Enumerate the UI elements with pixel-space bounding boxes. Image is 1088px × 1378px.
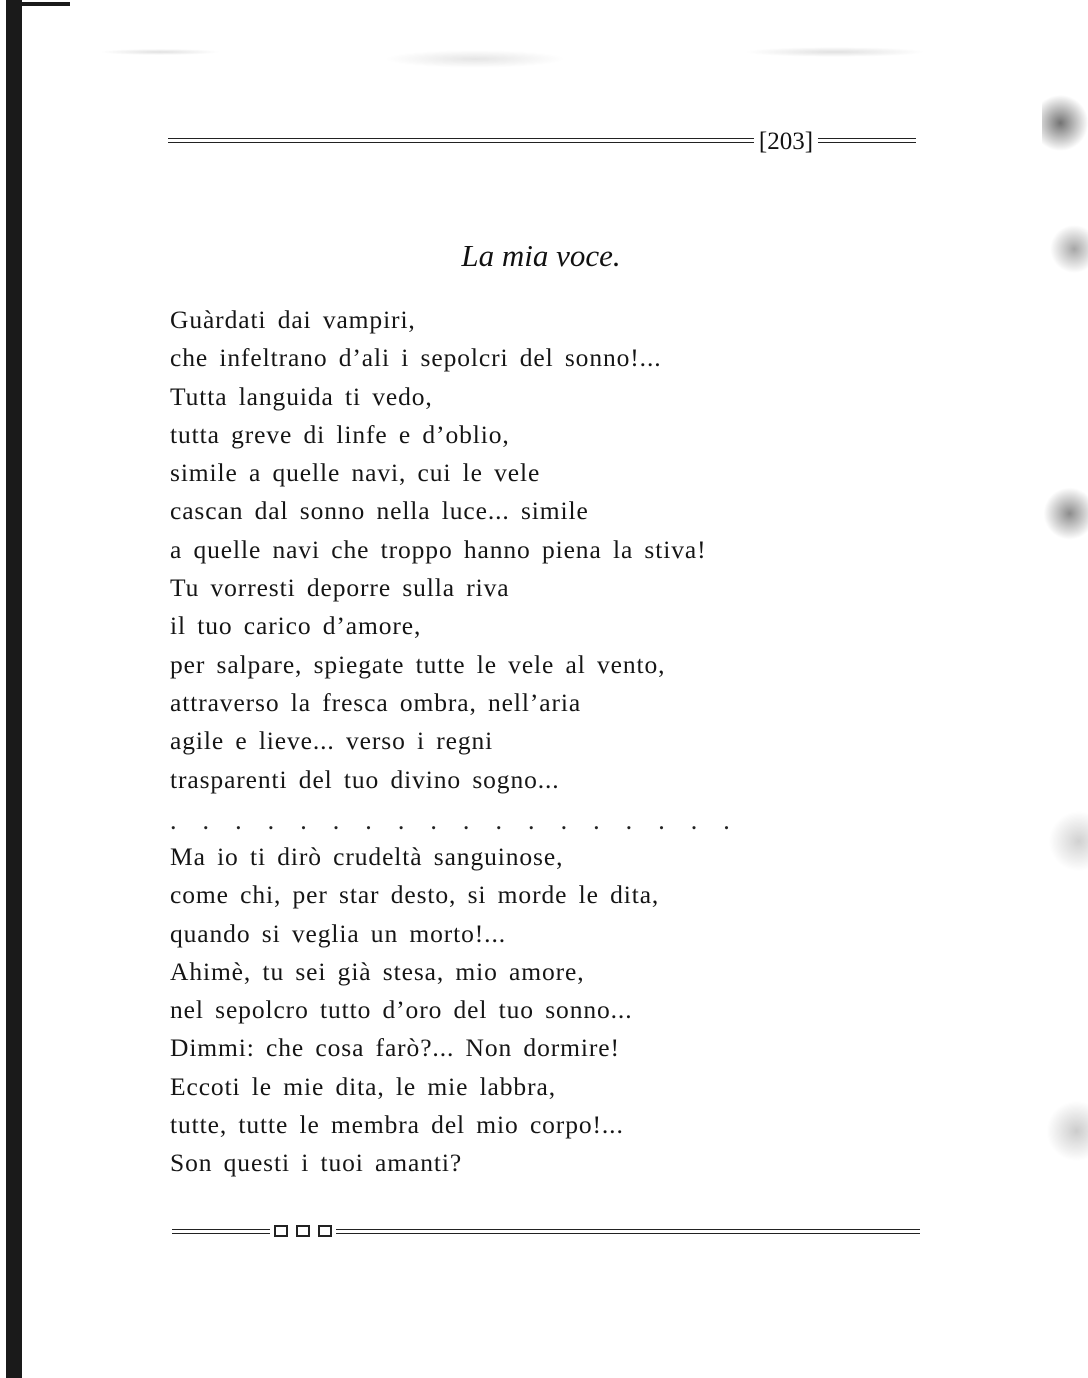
ornament-square-icon — [318, 1225, 332, 1237]
ornament-square-icon — [274, 1225, 288, 1237]
poem-stanza-2 — [170, 838, 659, 1183]
separator-dot: . — [658, 806, 665, 835]
verse-line: cascan dal sonno nella luce... simile — [170, 496, 589, 526]
verse-line: trasparenti del tuo divino sogno... — [170, 764, 560, 794]
verse-line: Ma io ti dirò crudeltà sanguinose, — [170, 842, 564, 871]
verse-line: tutte, tutte le membra del mio corpo!... — [170, 1110, 624, 1140]
verse-line: come chi, per star desto, si morde le dita, — [170, 880, 660, 910]
header-rule-left — [168, 138, 754, 143]
footer-ornament-rule — [172, 1221, 920, 1245]
verse-line: Tu vorresti deporre sulla riva — [170, 573, 510, 603]
poem-stanza-1 — [170, 301, 706, 799]
separator-dot: . — [365, 806, 372, 835]
verse-line: Ahimè, tu sei già stesa, mio amore, — [170, 956, 585, 986]
footer-rule-left — [172, 1229, 270, 1234]
separator-dot: . — [690, 806, 698, 835]
footer-rule-right — [336, 1229, 920, 1234]
separator-dot: . — [462, 806, 470, 835]
verse-line: simile a quelle navi, cui le vele — [170, 458, 541, 488]
verse-line: quando si veglia un morto!... — [170, 918, 507, 948]
separator-dot: . — [202, 806, 210, 835]
poem-title — [0, 236, 1088, 276]
separator-dot: . — [560, 806, 568, 835]
separator-dot: . — [397, 806, 405, 835]
page-header-rule — [168, 127, 916, 161]
separator-dot: . — [723, 806, 730, 835]
separator-dot: . — [593, 806, 600, 835]
verse-line: il tuo carico d’amore, — [170, 611, 422, 641]
separator-dot: . — [170, 806, 177, 835]
verse-line: nel sepolcro tutto d’oro del tuo sonno... — [170, 995, 633, 1025]
header-rule-right — [818, 138, 916, 143]
separator-dot: . — [430, 806, 437, 835]
separator-dot: . — [235, 806, 242, 835]
verse-line: Son questi i tuoi amanti? — [170, 1148, 463, 1178]
verse-line: agile e lieve... verso i regni — [170, 726, 494, 756]
page-binding-edge — [6, 0, 22, 1378]
separator-dot: . — [495, 806, 502, 835]
verse-line: per salpare, spiegate tutte le vele al vento, — [170, 649, 666, 679]
verse-line: Tutta languida ti vedo, — [170, 381, 433, 411]
scan-noise-top — [70, 10, 970, 80]
separator-dot: . — [625, 806, 633, 835]
page-number: [203] — [758, 128, 814, 155]
separator-dot: . — [332, 806, 340, 835]
verse-line: che infeltrano d’ali i sepolcri del sonno!... — [170, 343, 662, 373]
stanza-dot-separator — [170, 806, 730, 836]
verse-line: tutta greve di linfe e d’oblio, — [170, 419, 510, 449]
verse-line: Eccoti le mie dita, le mie labbra, — [170, 1071, 556, 1101]
footer-ornament-boxes — [274, 1224, 332, 1240]
poem-title-text: La mia voce. — [461, 238, 621, 273]
verse-line: Dimmi: che cosa farò?... Non dormire! — [170, 1033, 620, 1063]
verse-line: attraverso la fresca ombra, nell’aria — [170, 687, 582, 717]
separator-dot: . — [300, 806, 307, 835]
page-binding-corner — [6, 2, 70, 6]
ornament-square-icon — [296, 1225, 310, 1237]
verse-line: Guàrdati dai vampiri, — [170, 305, 416, 334]
separator-dot: . — [267, 806, 275, 835]
separator-dot: . — [528, 806, 535, 835]
verse-line: a quelle navi che troppo hanno piena la stiva! — [170, 534, 707, 564]
